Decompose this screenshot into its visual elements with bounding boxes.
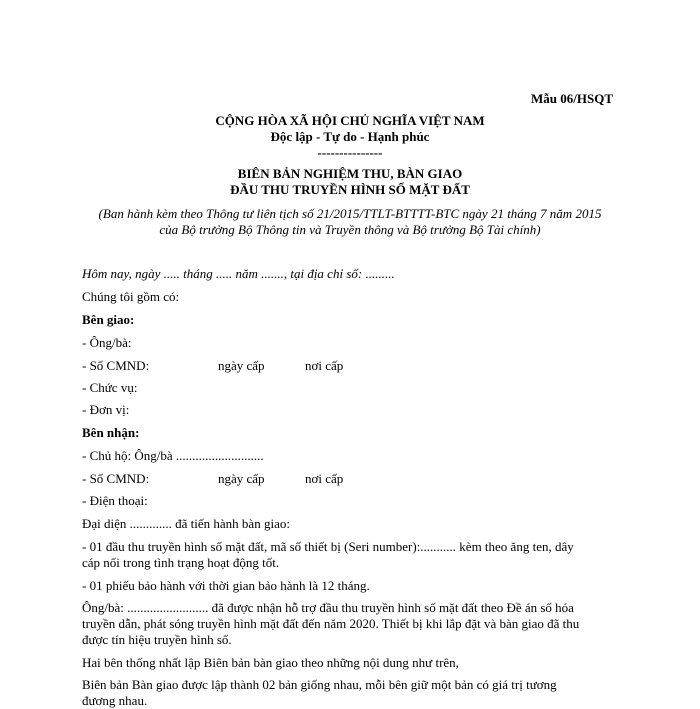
giver-id-place: nơi cấp xyxy=(305,358,344,373)
receiver-id-date: ngày cấp xyxy=(218,471,265,486)
national-motto: Độc lập - Tự do - Hạnh phúc xyxy=(270,129,430,144)
receiver-phone-field: - Điện thoại: xyxy=(82,493,148,508)
item2-line: - 01 phiếu bảo hành với thời gian bảo hành là 12 tháng. xyxy=(82,578,370,593)
country-name: CỘNG HÒA XÃ HỘI CHỦ NGHĨA VIỆT NAM xyxy=(215,113,485,128)
receiver-heading: Bên nhận: xyxy=(82,425,140,440)
agreement-line: Hai bên thống nhất lập Biên bản bàn giao theo những nội dung như trên, xyxy=(82,655,459,670)
giver-heading: Bên giao: xyxy=(82,312,135,327)
support-line1: Ông/bà: ......................... đã được nhận hỗ trợ đầu thu truyền hình số mặt đất theo Đề án số hóa xyxy=(82,600,574,615)
receiver-household-field: - Chủ hộ: Ông/bà ........................... xyxy=(82,448,264,463)
receiver-id-place: nơi cấp xyxy=(305,471,344,486)
header-separator: --------------- xyxy=(317,145,383,160)
support-line3: được tín hiệu truyền hình số. xyxy=(82,632,232,647)
item1-line1: - 01 đầu thu truyền hình số mặt đất, mã số thiết bị (Seri number):........... kèm theo ăng ten, dây xyxy=(82,539,574,554)
receiver-id-label: - Số CMND: xyxy=(82,471,150,486)
intro-line: Hôm nay, ngày ..... tháng ..... năm ......., tại địa chỉ số: ......... xyxy=(82,266,395,281)
copies-line1: Biên bản Bàn giao được lập thành 02 bản giống nhau, mỗi bên giữ một bản có giá trị tương xyxy=(82,677,557,692)
giver-position-field: - Chức vụ: xyxy=(82,380,138,395)
copies-line2: đương nhau. xyxy=(82,693,148,708)
document-subtitle-line1: (Ban hành kèm theo Thông tư liên tịch số 21/2015/TTLT-BTTTT-BTC ngày 21 tháng 7 năm 2015 xyxy=(98,206,602,221)
giver-id-date: ngày cấp xyxy=(218,358,265,373)
giver-id-label: - Số CMND: xyxy=(82,358,150,373)
support-line2: truyền dẫn, phát sóng truyền hình mặt đất đến năm 2020. Thiết bị khi lắp đặt và bàn giao đã thu xyxy=(82,616,580,631)
form-code: Mẫu 06/HSQT xyxy=(531,91,613,106)
document-subtitle-line2: của Bộ trưởng Bộ Thông tin và Truyền thông và Bộ trưởng Bộ Tài chính) xyxy=(159,222,541,237)
document-title-line2: ĐẦU THU TRUYỀN HÌNH SỐ MẶT ĐẤT xyxy=(230,182,470,197)
representative-line: Đại diện ............. đã tiến hành bàn giao: xyxy=(82,516,290,531)
we-consist-line: Chúng tôi gồm có: xyxy=(82,289,180,304)
document-title-line1: BIÊN BẢN NGHIỆM THU, BÀN GIAO xyxy=(237,166,463,181)
item1-line2: cáp nối trong tình trạng hoạt động tốt. xyxy=(82,555,280,570)
giver-unit-field: - Đơn vị: xyxy=(82,402,130,417)
giver-name-field: - Ông/bà: xyxy=(82,335,132,350)
